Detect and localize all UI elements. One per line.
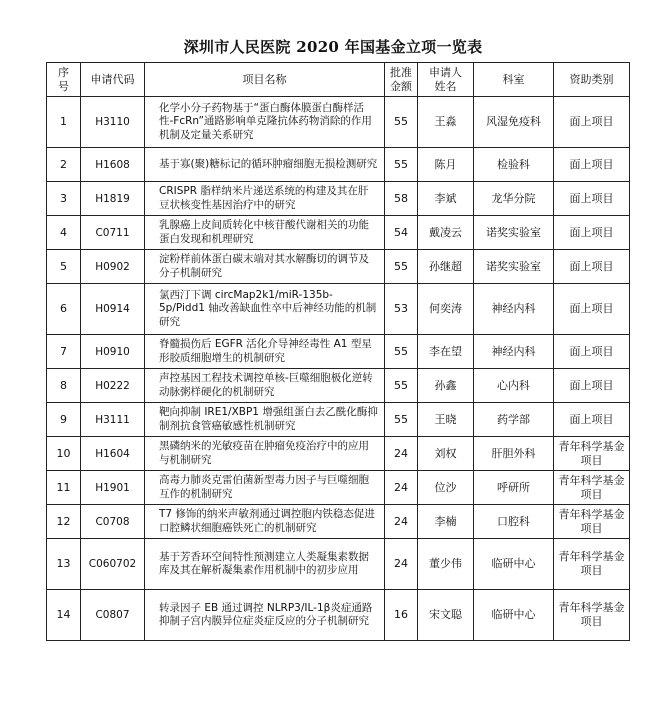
cell-type: 青年科学基金项目 [554, 471, 630, 505]
cell-dept: 检验科 [474, 148, 554, 182]
table-row [47, 250, 630, 284]
table-row [47, 284, 630, 335]
cell-dept: 肝胆外科 [474, 437, 554, 471]
cell-dept: 药学部 [474, 403, 554, 437]
cell-no: 10 [47, 437, 81, 471]
table-row [47, 590, 630, 641]
cell-code: C0711 [81, 216, 145, 250]
cell-code: C0708 [81, 505, 145, 539]
cell-code: H1604 [81, 437, 145, 471]
cell-applicant: 何奕涛 [418, 284, 474, 335]
cell-dept: 龙华分院 [474, 182, 554, 216]
cell-no: 9 [47, 403, 81, 437]
cell-no: 13 [47, 539, 81, 590]
table-row [47, 471, 630, 505]
cell-no: 14 [47, 590, 81, 641]
cell-amount: 16 [385, 590, 418, 641]
cell-code: H0902 [81, 250, 145, 284]
cell-amount: 55 [385, 403, 418, 437]
cell-dept: 神经内科 [474, 284, 554, 335]
cell-dept: 呼研所 [474, 471, 554, 505]
cell-project-name: 淀粉样前体蛋白碳末端对其水解酶切的调节及分子机制研究 [145, 250, 385, 284]
cell-no: 6 [47, 284, 81, 335]
cell-project-name: 脊髓损伤后 EGFR 活化介导神经毒性 A1 型星形胶质细胞增生的机制研究 [145, 335, 385, 369]
cell-dept: 诺奖实验室 [474, 250, 554, 284]
cell-project-name: 转录因子 EB 通过调控 NLRP3/IL-1β炎症通路抑制子宫内膜异位症炎症反应的分子机制研究 [145, 590, 385, 641]
cell-type: 青年科学基金项目 [554, 437, 630, 471]
cell-amount: 55 [385, 250, 418, 284]
cell-project-name: 声控基因工程技术调控单核-巨噬细胞极化逆转动脉粥样硬化的机制研究 [145, 369, 385, 403]
cell-applicant: 王晓 [418, 403, 474, 437]
cell-no: 1 [47, 97, 81, 148]
table-row [47, 403, 630, 437]
cell-type: 青年科学基金项目 [554, 539, 630, 590]
cell-amount: 54 [385, 216, 418, 250]
header-row [47, 63, 630, 97]
cell-project-name: 高毒力肺炎克雷伯菌新型毒力因子与巨噬细胞互作的机制研究 [145, 471, 385, 505]
cell-no: 3 [47, 182, 81, 216]
cell-type: 面上项目 [554, 335, 630, 369]
cell-dept: 心内科 [474, 369, 554, 403]
cell-no: 7 [47, 335, 81, 369]
cell-amount: 55 [385, 148, 418, 182]
header-amount: 批准 金额 [385, 63, 418, 97]
cell-project-name: 乳腺癌上皮间质转化中核苷酸代谢相关的功能蛋白发现和机理研究 [145, 216, 385, 250]
header-dept: 科室 [474, 63, 554, 97]
cell-dept: 临研中心 [474, 539, 554, 590]
header-name: 项目名称 [145, 63, 385, 97]
cell-type: 面上项目 [554, 216, 630, 250]
cell-code: H0910 [81, 335, 145, 369]
cell-applicant: 孙鑫 [418, 369, 474, 403]
cell-no: 5 [47, 250, 81, 284]
cell-dept: 口腔科 [474, 505, 554, 539]
cell-no: 8 [47, 369, 81, 403]
table-row [47, 216, 630, 250]
cell-type: 面上项目 [554, 148, 630, 182]
cell-type: 面上项目 [554, 97, 630, 148]
cell-applicant: 董少伟 [418, 539, 474, 590]
cell-code: H1901 [81, 471, 145, 505]
cell-code: H3110 [81, 97, 145, 148]
cell-type: 面上项目 [554, 369, 630, 403]
cell-applicant: 王淼 [418, 97, 474, 148]
table-row [47, 335, 630, 369]
cell-amount: 24 [385, 471, 418, 505]
table-row [47, 437, 630, 471]
cell-applicant: 李在望 [418, 335, 474, 369]
cell-amount: 24 [385, 539, 418, 590]
cell-code: H1608 [81, 148, 145, 182]
header-applicant: 申请人 姓名 [418, 63, 474, 97]
cell-amount: 58 [385, 182, 418, 216]
header-code: 申请代码 [81, 63, 145, 97]
cell-dept: 风湿免疫科 [474, 97, 554, 148]
cell-applicant: 戴凌云 [418, 216, 474, 250]
table-row [47, 148, 630, 182]
cell-no: 2 [47, 148, 81, 182]
cell-amount: 24 [385, 505, 418, 539]
cell-project-name: 化学小分子药物基于“蛋白酶体膜蛋白酶样活性-FcRn”通路影响单克隆抗体药物消除的作用机制及定量关系研究 [145, 97, 385, 148]
cell-type: 面上项目 [554, 182, 630, 216]
cell-amount: 53 [385, 284, 418, 335]
header-type: 资助类别 [554, 63, 630, 97]
cell-type: 青年科学基金项目 [554, 505, 630, 539]
cell-applicant: 陈月 [418, 148, 474, 182]
cell-project-name: 氯西汀下调 circMap2k1/miR-135b-5p/Pidd1 轴改善缺血性卒中后神经功能的机制研究 [145, 284, 385, 335]
cell-code: C0807 [81, 590, 145, 641]
cell-dept: 诺奖实验室 [474, 216, 554, 250]
project-table [46, 62, 630, 641]
cell-code: H1819 [81, 182, 145, 216]
cell-amount: 24 [385, 437, 418, 471]
cell-applicant: 刘权 [418, 437, 474, 471]
cell-code: H0222 [81, 369, 145, 403]
cell-type: 青年科学基金项目 [554, 590, 630, 641]
cell-code: C060702 [81, 539, 145, 590]
page-title: 深圳市人民医院 2020 年国基金立项一览表 [183, 38, 483, 56]
cell-applicant: 宋文聪 [418, 590, 474, 641]
cell-no: 4 [47, 216, 81, 250]
cell-no: 12 [47, 505, 81, 539]
cell-type: 面上项目 [554, 403, 630, 437]
header-no: 序 号 [47, 63, 81, 97]
cell-applicant: 李楠 [418, 505, 474, 539]
cell-no: 11 [47, 471, 81, 505]
cell-project-name: 基于寡(聚)糖标记的循环肿瘤细胞无损检测研究 [145, 148, 385, 182]
cell-applicant: 孙继超 [418, 250, 474, 284]
cell-type: 面上项目 [554, 250, 630, 284]
table-row [47, 97, 630, 148]
cell-project-name: 黑磷纳米的光敏疫苗在肿瘤免疫治疗中的应用与机制研究 [145, 437, 385, 471]
cell-dept: 临研中心 [474, 590, 554, 641]
cell-applicant: 李斌 [418, 182, 474, 216]
cell-dept: 神经内科 [474, 335, 554, 369]
table-row [47, 505, 630, 539]
cell-project-name: 基于芳香环空间特性预测建立人类凝集素数据库及其在解析凝集素作用机制中的初步应用 [145, 539, 385, 590]
cell-project-name: T7 修饰的纳米声敏剂通过调控胞内铁稳态促进口腔鳞状细胞癌铁死亡的机制研究 [145, 505, 385, 539]
cell-project-name: 靶向抑制 IRE1/XBP1 增强组蛋白去乙酰化酶抑制剂抗食管癌敏感性机制研究 [145, 403, 385, 437]
cell-amount: 55 [385, 369, 418, 403]
cell-amount: 55 [385, 97, 418, 148]
cell-amount: 55 [385, 335, 418, 369]
cell-code: H3111 [81, 403, 145, 437]
cell-applicant: 位沙 [418, 471, 474, 505]
table-row [47, 182, 630, 216]
cell-type: 面上项目 [554, 284, 630, 335]
table-row [47, 369, 630, 403]
table-row [47, 539, 630, 590]
cell-code: H0914 [81, 284, 145, 335]
cell-project-name: CRISPR 脂样纳米片递送系统的构建及其在肝豆状核变性基因治疗中的研究 [145, 182, 385, 216]
